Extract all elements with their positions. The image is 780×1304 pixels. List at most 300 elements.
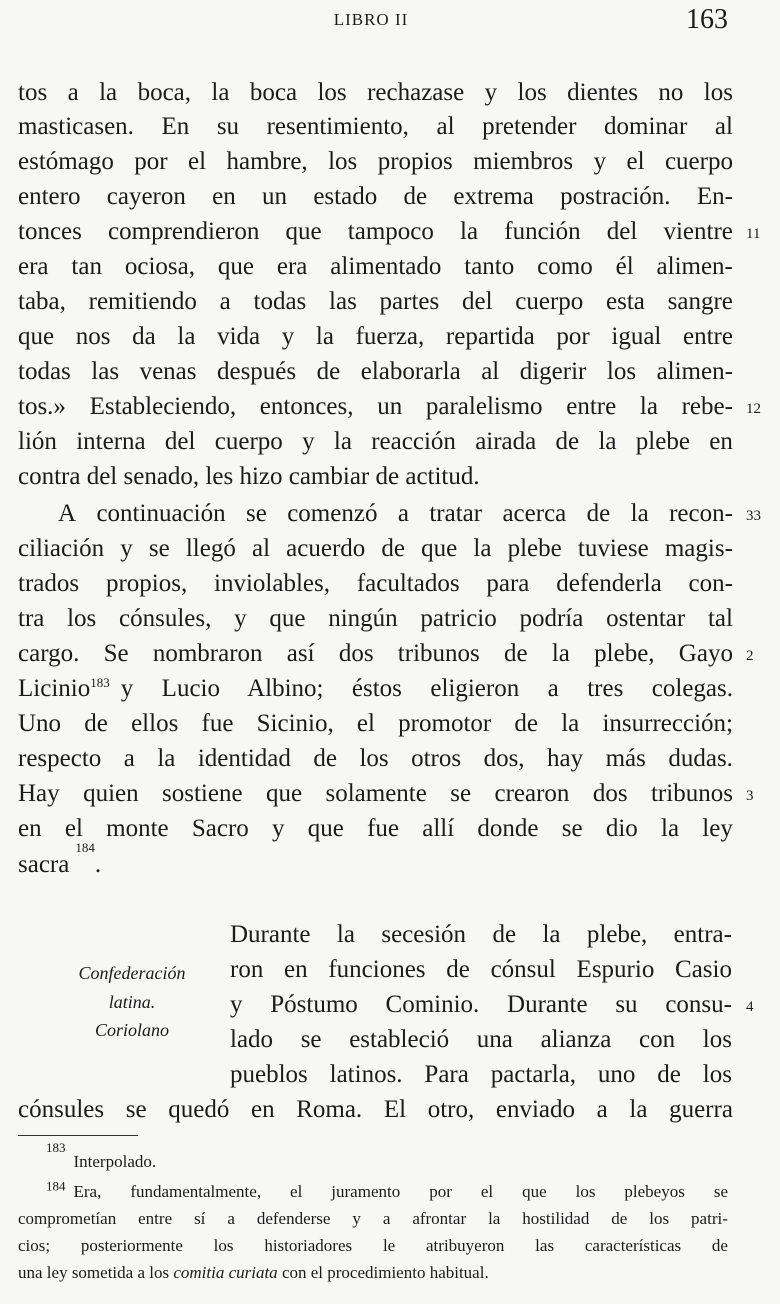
word: de bbox=[381, 535, 406, 562]
word: los bbox=[702, 1061, 732, 1088]
text-line bbox=[230, 918, 732, 952]
word: y bbox=[352, 1209, 361, 1228]
word: al bbox=[714, 113, 733, 140]
word: de bbox=[611, 1209, 628, 1228]
word: dos bbox=[592, 780, 628, 807]
word: era bbox=[276, 253, 308, 280]
word: alimen- bbox=[656, 253, 733, 280]
word: Gayo bbox=[678, 640, 733, 667]
text-line bbox=[18, 320, 733, 354]
text-line bbox=[18, 602, 733, 636]
word: de bbox=[586, 500, 611, 527]
word: estableció bbox=[349, 1026, 450, 1053]
word: defenderse bbox=[256, 1209, 331, 1228]
text-line bbox=[58, 497, 733, 531]
word: plebe bbox=[507, 535, 562, 562]
text-line bbox=[18, 145, 733, 179]
margin-number: 11 bbox=[746, 226, 761, 242]
word: atribuyeron bbox=[426, 1236, 505, 1255]
text-line bbox=[18, 250, 733, 284]
text-line bbox=[18, 840, 733, 882]
word: que bbox=[265, 780, 303, 807]
text-fragment: Licinio bbox=[18, 675, 91, 702]
margin-number: 4 bbox=[746, 999, 754, 1015]
word: pactarla, bbox=[490, 1061, 577, 1088]
word: otro, bbox=[427, 1096, 475, 1123]
word: tra bbox=[18, 605, 45, 632]
word: la bbox=[551, 640, 570, 667]
word: pretender bbox=[482, 113, 577, 140]
word: la bbox=[177, 323, 196, 350]
word: en bbox=[250, 1096, 275, 1123]
text-line bbox=[18, 215, 733, 249]
word: acuerdo bbox=[286, 535, 366, 562]
word: la bbox=[561, 710, 580, 737]
word: ciliación bbox=[18, 535, 105, 562]
word: Se bbox=[103, 640, 129, 667]
word: resentimiento, bbox=[266, 113, 409, 140]
footnote-text-span: Era, fundamentalmente, el juramento por el que los plebeyos se bbox=[73, 1182, 728, 1201]
word: sí bbox=[194, 1209, 206, 1228]
word: tos.» bbox=[18, 393, 66, 420]
word: le bbox=[382, 1236, 396, 1255]
word: boca, bbox=[137, 79, 192, 106]
word: cónsules bbox=[18, 1096, 105, 1123]
word: Uno bbox=[18, 710, 62, 737]
word: tuviese bbox=[577, 535, 649, 562]
word: tribunos bbox=[397, 640, 480, 667]
text-line bbox=[18, 707, 733, 741]
word: las bbox=[329, 288, 357, 315]
word: y bbox=[272, 815, 285, 842]
text-line bbox=[18, 567, 733, 601]
word: fuerza, bbox=[355, 323, 425, 350]
word: la bbox=[542, 921, 561, 948]
text-line bbox=[18, 355, 733, 389]
word: las bbox=[91, 358, 120, 385]
word: estómago bbox=[18, 148, 114, 175]
text-line bbox=[230, 1023, 732, 1057]
word: él bbox=[615, 253, 634, 280]
word: la bbox=[333, 428, 352, 455]
word: plebe, bbox=[586, 921, 648, 948]
margin-number: 12 bbox=[746, 401, 761, 417]
word: los bbox=[317, 79, 347, 106]
word: respecto bbox=[18, 745, 102, 772]
word: miembros bbox=[473, 148, 574, 175]
word: se bbox=[450, 780, 472, 807]
word: patri- bbox=[691, 1209, 728, 1228]
word: funciones bbox=[328, 956, 426, 983]
word: en bbox=[18, 815, 42, 842]
word: cargo. bbox=[18, 640, 80, 667]
word: tribunos bbox=[650, 780, 733, 807]
footnote-number: 183 bbox=[46, 1140, 66, 1155]
word: el bbox=[626, 148, 645, 175]
word: sostiene bbox=[162, 780, 243, 807]
word: al bbox=[436, 113, 455, 140]
word: donde bbox=[477, 815, 539, 842]
text-line bbox=[18, 637, 733, 671]
word: ningún bbox=[328, 605, 398, 632]
word: tan bbox=[71, 253, 102, 280]
footnote-italic-term: comitia curiata bbox=[173, 1263, 278, 1282]
word: que bbox=[285, 218, 322, 245]
word: los bbox=[213, 1236, 234, 1255]
word: airada bbox=[475, 428, 537, 455]
word: a bbox=[123, 745, 135, 772]
word: la bbox=[630, 500, 649, 527]
word: facultados bbox=[356, 570, 460, 597]
word: insurrección; bbox=[602, 710, 733, 737]
word: un bbox=[262, 183, 288, 210]
word: igual bbox=[611, 323, 662, 350]
word: comenzó bbox=[287, 500, 378, 527]
text-line bbox=[18, 672, 733, 706]
word: la bbox=[460, 218, 479, 245]
word: el bbox=[64, 815, 83, 842]
word: fue bbox=[201, 710, 234, 737]
word: identidad bbox=[197, 745, 291, 772]
word: dio bbox=[605, 815, 638, 842]
sidenote-line: latina. bbox=[108, 992, 156, 1012]
word: esta bbox=[606, 288, 645, 315]
word: con bbox=[639, 1026, 676, 1053]
margin-number: 33 bbox=[746, 508, 761, 524]
word: con- bbox=[688, 570, 733, 597]
word: en bbox=[212, 183, 236, 210]
word: paralelismo bbox=[425, 393, 543, 420]
word: taba, bbox=[18, 288, 66, 315]
word: de bbox=[446, 956, 470, 983]
word: sangre bbox=[667, 288, 733, 315]
word: pueblos bbox=[230, 1061, 308, 1088]
word: de bbox=[711, 1236, 728, 1255]
word: patricio bbox=[420, 605, 497, 632]
word: y bbox=[281, 323, 295, 350]
word: uno bbox=[597, 1061, 636, 1088]
word: tratar bbox=[429, 500, 483, 527]
word: vientre bbox=[663, 218, 733, 245]
word: de bbox=[514, 710, 539, 737]
text-line bbox=[230, 988, 732, 1022]
word: todas bbox=[18, 358, 71, 385]
word: En bbox=[161, 113, 190, 140]
word: después bbox=[216, 358, 297, 385]
word: los bbox=[703, 79, 733, 106]
sidenote-line: Confederación bbox=[78, 963, 186, 983]
word: guerra bbox=[669, 1096, 733, 1123]
word: se bbox=[125, 1096, 147, 1123]
word: y bbox=[593, 148, 607, 175]
word: la bbox=[488, 1209, 501, 1228]
text-line bbox=[18, 390, 733, 424]
word: nos bbox=[75, 323, 111, 350]
word: características bbox=[584, 1236, 682, 1255]
word: entre bbox=[683, 323, 733, 350]
word: los bbox=[67, 605, 97, 632]
footnote-text bbox=[74, 1178, 729, 1205]
word: el bbox=[188, 148, 207, 175]
footnote-ref[interactable]: 183 bbox=[90, 674, 110, 690]
word: función bbox=[504, 218, 581, 245]
word: los bbox=[702, 1026, 732, 1053]
word: los bbox=[359, 745, 389, 772]
word: nombraron bbox=[152, 640, 263, 667]
word: cuerpo bbox=[664, 148, 733, 175]
word: ley bbox=[702, 815, 733, 842]
word: quedó bbox=[168, 1096, 230, 1123]
word: cayeron bbox=[106, 183, 186, 210]
word: los bbox=[649, 1209, 670, 1228]
word: acerca bbox=[502, 500, 567, 527]
word: los bbox=[328, 148, 358, 175]
word: que bbox=[18, 323, 55, 350]
word: afrontar bbox=[412, 1209, 467, 1228]
word: tonces bbox=[18, 218, 82, 245]
text-line bbox=[18, 76, 733, 110]
text-fragment: y Lucio Albino; éstos eligieron a tres colegas. bbox=[120, 675, 733, 702]
word: hambre, bbox=[226, 148, 308, 175]
word: la bbox=[661, 815, 680, 842]
word: elaborarla bbox=[360, 358, 461, 385]
word: magis- bbox=[664, 535, 733, 562]
word: en bbox=[284, 956, 308, 983]
word: cuerpo bbox=[214, 428, 283, 455]
word: a bbox=[219, 288, 231, 315]
word: y bbox=[230, 991, 243, 1018]
word: remitiendo bbox=[88, 288, 197, 315]
word: a bbox=[397, 500, 409, 527]
word: posteriormente bbox=[80, 1236, 183, 1255]
word: secesión bbox=[381, 921, 467, 948]
word: boca bbox=[249, 79, 298, 106]
word: y bbox=[302, 428, 315, 455]
word: Casio bbox=[675, 956, 732, 983]
footnote-number: 184 bbox=[46, 1178, 66, 1194]
word: de bbox=[492, 921, 517, 948]
word: un bbox=[377, 393, 403, 420]
word: de bbox=[504, 640, 528, 667]
word: a bbox=[227, 1209, 235, 1228]
word: enviado bbox=[495, 1096, 575, 1123]
word: En- bbox=[696, 183, 733, 210]
word: postración. bbox=[560, 183, 671, 210]
word: otros bbox=[411, 745, 462, 772]
word: se bbox=[561, 815, 583, 842]
word: del bbox=[461, 288, 493, 315]
word: quien bbox=[83, 780, 139, 807]
word: que bbox=[421, 535, 458, 562]
word: hostilidad bbox=[522, 1209, 590, 1228]
text-line bbox=[230, 1058, 732, 1092]
word: y bbox=[120, 535, 133, 562]
word: se bbox=[245, 500, 267, 527]
word: comprometían bbox=[18, 1209, 117, 1228]
word: promotor bbox=[398, 710, 492, 737]
footnote-text-span: con el procedimiento habitual. bbox=[277, 1263, 489, 1282]
word: a bbox=[382, 1209, 391, 1228]
word: las bbox=[535, 1236, 555, 1255]
word: Hay bbox=[18, 780, 60, 807]
footnote-text-span: una ley sometida a los bbox=[18, 1263, 174, 1282]
word: del bbox=[164, 428, 196, 455]
word: A bbox=[58, 500, 77, 527]
word: lado bbox=[230, 1026, 274, 1053]
word: de bbox=[657, 1061, 681, 1088]
word: de bbox=[316, 358, 341, 385]
word: repartida bbox=[445, 323, 535, 350]
word: dos bbox=[338, 640, 374, 667]
word: entonces, bbox=[259, 393, 354, 420]
word: el bbox=[356, 710, 375, 737]
word: alimentado bbox=[330, 253, 442, 280]
word: Estableciendo, bbox=[89, 393, 237, 420]
word: hay bbox=[547, 745, 584, 772]
word: al bbox=[251, 535, 271, 562]
word: lión bbox=[18, 428, 57, 455]
footnote-text: Interpolado. bbox=[73, 1152, 157, 1171]
word: la bbox=[473, 535, 492, 562]
word: por bbox=[556, 323, 590, 350]
text-line bbox=[18, 742, 733, 776]
word: así bbox=[286, 640, 315, 667]
word: su bbox=[615, 991, 638, 1018]
word: los bbox=[517, 79, 547, 106]
text-line bbox=[18, 110, 733, 144]
word: la bbox=[598, 428, 617, 455]
word: tanto bbox=[464, 253, 515, 280]
word: masticasen. bbox=[18, 113, 134, 140]
word: venas bbox=[139, 358, 197, 385]
word: Sicinio, bbox=[256, 710, 334, 737]
word: Póstumo bbox=[270, 991, 358, 1018]
word: entre bbox=[566, 393, 617, 420]
word: por bbox=[134, 148, 168, 175]
word: alimen- bbox=[656, 358, 733, 385]
word: entre bbox=[138, 1209, 173, 1228]
footnote-line bbox=[18, 1232, 728, 1259]
word: que bbox=[269, 605, 306, 632]
word: cónsules, bbox=[119, 605, 212, 632]
word: interna bbox=[76, 428, 146, 455]
footnote-line bbox=[18, 1205, 728, 1232]
word: como bbox=[537, 253, 593, 280]
word: comprendieron bbox=[108, 218, 260, 245]
word: la bbox=[157, 745, 176, 772]
footnote-ref[interactable]: 184 bbox=[75, 840, 95, 855]
word: de bbox=[403, 183, 428, 210]
word: la bbox=[336, 921, 355, 948]
word: rechazase bbox=[367, 79, 465, 106]
page-number: 163 bbox=[686, 4, 728, 35]
word: era bbox=[18, 253, 49, 280]
footnote-divider bbox=[18, 1135, 138, 1136]
word: El bbox=[383, 1096, 407, 1123]
word: reacción bbox=[371, 428, 456, 455]
word: y bbox=[484, 79, 498, 106]
word: plebe, bbox=[594, 640, 655, 667]
word: Durante bbox=[507, 991, 588, 1018]
word: ociosa, bbox=[124, 253, 195, 280]
text-fragment: sacra bbox=[18, 851, 70, 878]
word: tampoco bbox=[347, 218, 434, 245]
word: consu- bbox=[665, 991, 732, 1018]
word: para bbox=[486, 570, 530, 597]
word: partes bbox=[379, 288, 440, 315]
word: ostentar bbox=[606, 605, 686, 632]
word: latinos. bbox=[329, 1061, 403, 1088]
word: dudas. bbox=[668, 745, 733, 772]
word: la bbox=[629, 1096, 648, 1123]
word: la bbox=[639, 393, 658, 420]
word: más bbox=[605, 745, 646, 772]
word: monte bbox=[106, 815, 169, 842]
word: alianza bbox=[540, 1026, 612, 1053]
text-fragment: . bbox=[94, 851, 102, 878]
word: cuerpo bbox=[515, 288, 584, 315]
footnote-183 bbox=[46, 1140, 756, 1175]
word: Roma. bbox=[296, 1096, 363, 1123]
word: recon- bbox=[669, 500, 733, 527]
word: allí bbox=[422, 815, 455, 842]
word: crearon bbox=[494, 780, 570, 807]
word: trados bbox=[18, 570, 80, 597]
word: tal bbox=[707, 605, 733, 632]
word: vida bbox=[217, 323, 261, 350]
word: da bbox=[132, 323, 156, 350]
word: plebe bbox=[635, 428, 690, 455]
word: podría bbox=[519, 605, 584, 632]
margin-number: 3 bbox=[746, 788, 754, 804]
word: llegó bbox=[185, 535, 236, 562]
word: que bbox=[217, 253, 254, 280]
word: la bbox=[211, 79, 230, 106]
word: de bbox=[84, 710, 108, 737]
text-line: contra del senado, les hizo cambiar de actitud. bbox=[18, 463, 480, 490]
word: a bbox=[596, 1096, 608, 1123]
text-line bbox=[18, 1093, 733, 1127]
word: dientes bbox=[567, 79, 638, 106]
footnote-184 bbox=[46, 1178, 728, 1205]
text-line bbox=[18, 812, 733, 846]
text-line bbox=[18, 532, 733, 566]
word: fue bbox=[367, 815, 400, 842]
text-line bbox=[18, 180, 733, 214]
word: a bbox=[67, 79, 79, 106]
word: se bbox=[300, 1026, 322, 1053]
word: cónsul bbox=[490, 956, 556, 983]
word: dominar bbox=[604, 113, 688, 140]
word: defenderla bbox=[556, 570, 662, 597]
text-line bbox=[18, 285, 733, 319]
word: dos, bbox=[483, 745, 525, 772]
word: ellos bbox=[131, 710, 179, 737]
word: continuación bbox=[96, 500, 226, 527]
word: se bbox=[148, 535, 170, 562]
word: de bbox=[555, 428, 580, 455]
word: en bbox=[709, 428, 733, 455]
word: los bbox=[606, 358, 637, 385]
word: cios; bbox=[18, 1236, 51, 1255]
word: propios bbox=[377, 148, 453, 175]
word: entra- bbox=[673, 921, 732, 948]
word: inviolables, bbox=[214, 570, 330, 597]
word: una bbox=[476, 1026, 513, 1053]
word: solamente bbox=[325, 780, 427, 807]
running-header: LIBRO II bbox=[333, 10, 409, 29]
word: historiadores bbox=[264, 1236, 353, 1255]
